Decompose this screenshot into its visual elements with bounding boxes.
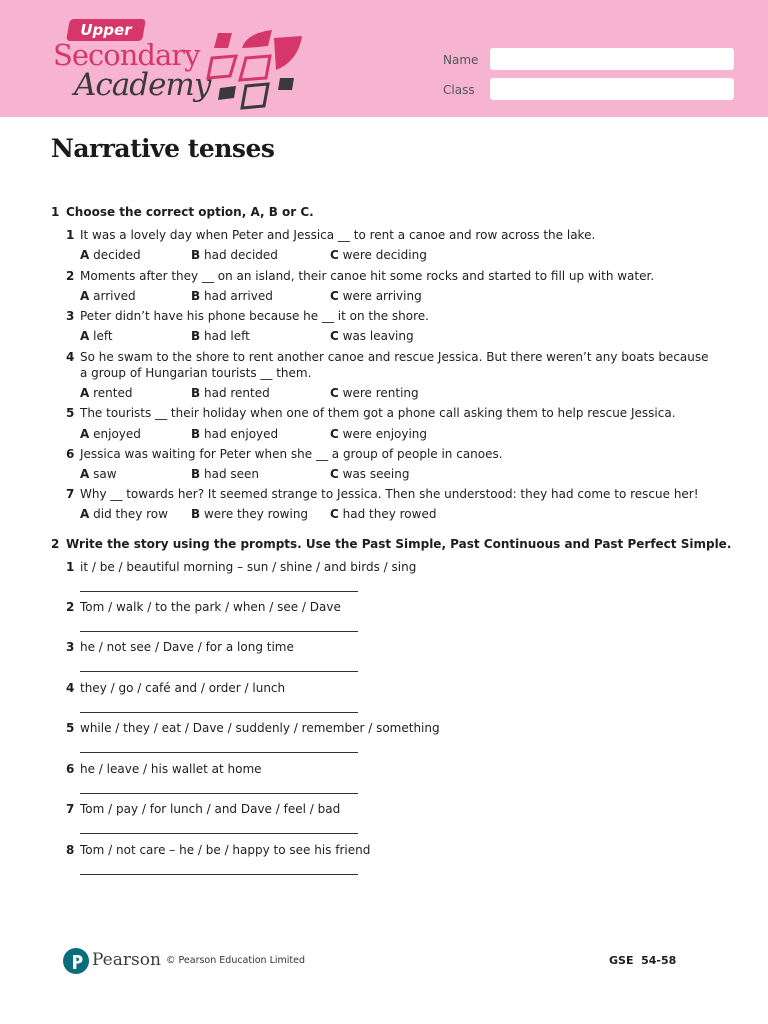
- option-b[interactable]: B had decided: [191, 248, 278, 262]
- prompt-text: they / go / café and / order / lunch: [80, 681, 286, 695]
- item-number: 1: [66, 560, 75, 574]
- option-a[interactable]: A saw: [80, 467, 117, 481]
- logo-line-academy: Academy: [74, 67, 211, 103]
- option-a[interactable]: A decided: [80, 248, 141, 262]
- item-number: 5: [66, 406, 75, 420]
- section2-number: 2: [51, 537, 60, 551]
- answer-line[interactable]: [80, 752, 358, 753]
- item-number: 4: [66, 681, 75, 695]
- section2-instruction: Write the story using the prompts. Use the Past Simple, Past Continuous and Past Perfect Simple.: [66, 537, 732, 551]
- prompt-text: he / not see / Dave / for a long time: [80, 640, 294, 654]
- gse-label: GSE 54-58: [609, 954, 677, 967]
- prompt-text: Tom / walk / to the park / when / see / Dave: [80, 600, 341, 614]
- class-label: Class: [443, 83, 475, 97]
- item-text: Jessica was waiting for Peter when she __ a group of people in canoes.: [80, 447, 503, 461]
- answer-line[interactable]: [80, 712, 358, 713]
- item-number: 3: [66, 309, 75, 323]
- option-b[interactable]: B had seen: [191, 467, 259, 481]
- option-c[interactable]: C were enjoying: [330, 427, 428, 441]
- answer-line[interactable]: [80, 631, 358, 632]
- answer-line[interactable]: [80, 874, 358, 875]
- answer-line[interactable]: [80, 671, 358, 672]
- option-a[interactable]: A enjoyed: [80, 427, 141, 441]
- item-number: 1: [66, 228, 75, 242]
- prompt-text: Tom / pay / for lunch / and Dave / feel / bad: [80, 802, 341, 816]
- item-text: Why __ towards her? It seemed strange to Jessica. Then she understood: they had come to rescue her!: [80, 487, 699, 501]
- option-c[interactable]: C had they rowed: [330, 507, 437, 521]
- option-b[interactable]: B had arrived: [191, 289, 273, 303]
- option-a[interactable]: A did they row: [80, 507, 168, 521]
- logo-shapes-icon: [206, 28, 306, 110]
- logo-line-secondary: Secondary: [53, 38, 200, 72]
- item-number: 6: [66, 762, 75, 776]
- item-text: It was a lovely day when Peter and Jessica __ to rent a canoe and row across the lake.: [80, 228, 596, 242]
- option-c[interactable]: C were arriving: [330, 289, 422, 303]
- prompt-text: while / they / eat / Dave / suddenly / remember / something: [80, 721, 440, 735]
- item-text: The tourists __ their holiday when one of them got a phone call asking them to help rescue Jessica.: [80, 406, 676, 420]
- name-label: Name: [443, 53, 479, 67]
- option-b[interactable]: B were they rowing: [191, 507, 309, 521]
- item-number: 2: [66, 269, 75, 283]
- item-number: 8: [66, 843, 75, 857]
- item-number: 4: [66, 350, 75, 364]
- logo-upper-text: Upper: [80, 21, 132, 39]
- item-number: 7: [66, 487, 75, 501]
- class-field[interactable]: [490, 78, 734, 100]
- answer-line[interactable]: [80, 833, 358, 834]
- section1-instruction: Choose the correct option, A, B or C.: [66, 205, 314, 219]
- item-text: Peter didn’t have his phone because he __ it on the shore.: [80, 309, 429, 323]
- option-c[interactable]: C were deciding: [330, 248, 427, 262]
- item-text: So he swam to the shore to rent another canoe and rescue Jessica. But there weren’t any boats because: [80, 350, 709, 364]
- section1-number: 1: [51, 205, 60, 219]
- prompt-text: he / leave / his wallet at home: [80, 762, 262, 776]
- option-a[interactable]: A left: [80, 329, 113, 343]
- option-b[interactable]: B had left: [191, 329, 250, 343]
- option-a[interactable]: A rented: [80, 386, 133, 400]
- pearson-logo-icon: [63, 948, 89, 974]
- answer-line[interactable]: [80, 793, 358, 794]
- item-number: 7: [66, 802, 75, 816]
- prompt-text: it / be / beautiful morning – sun / shine / and birds / sing: [80, 560, 417, 574]
- page-title: Narrative tenses: [51, 134, 275, 163]
- pearson-wordmark: Pearson: [92, 950, 161, 970]
- item-number: 3: [66, 640, 75, 654]
- item-text: Moments after they __ on an island, their canoe hit some rocks and started to fill up with water.: [80, 269, 655, 283]
- answer-line[interactable]: [80, 591, 358, 592]
- copyright-text: © Pearson Education Limited: [166, 955, 306, 966]
- name-field[interactable]: [490, 48, 734, 70]
- option-c[interactable]: C were renting: [330, 386, 419, 400]
- item-number: 6: [66, 447, 75, 461]
- option-c[interactable]: C was leaving: [330, 329, 414, 343]
- option-b[interactable]: B had rented: [191, 386, 270, 400]
- option-a[interactable]: A arrived: [80, 289, 136, 303]
- option-c[interactable]: C was seeing: [330, 467, 410, 481]
- item-number: 5: [66, 721, 75, 735]
- item-number: 2: [66, 600, 75, 614]
- item-text-continued: a group of Hungarian tourists __ them.: [80, 366, 312, 380]
- option-b[interactable]: B had enjoyed: [191, 427, 279, 441]
- header-band: [0, 0, 768, 117]
- prompt-text: Tom / not care – he / be / happy to see his friend: [80, 843, 371, 857]
